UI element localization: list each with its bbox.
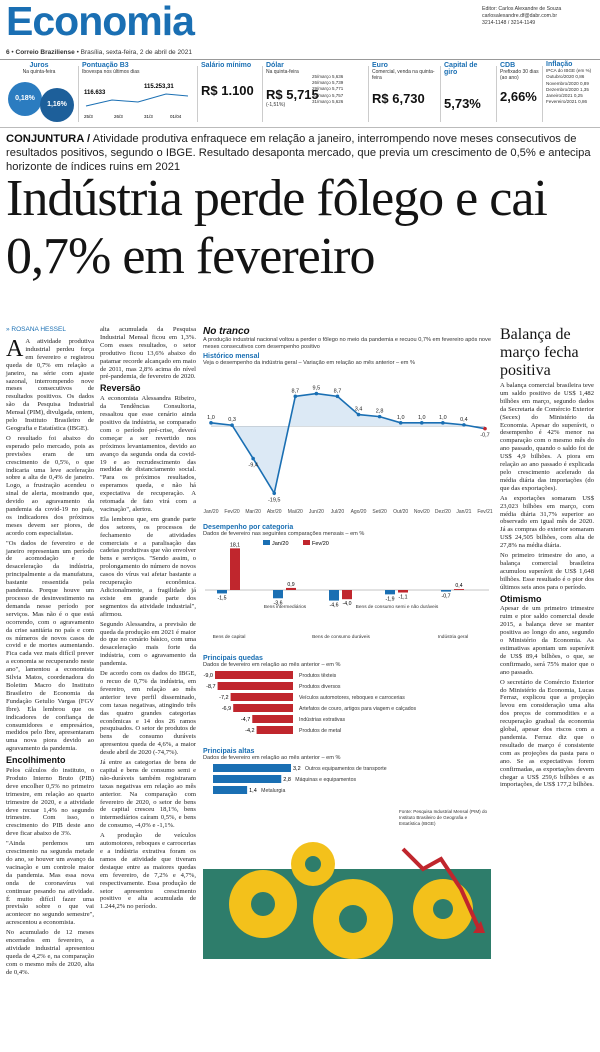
bar-value-label: -4,6 xyxy=(329,602,339,609)
line-chart-title: Histórico mensal xyxy=(203,353,260,360)
data-label: 9,5 xyxy=(312,385,321,392)
x-tick-label: Nov/20 xyxy=(413,509,430,515)
line-chart-desc: Veja o desempenho da indústria geral – Variação em relação ao mês anterior – em % xyxy=(203,360,415,366)
bar-chart-desc: Dados de fevereiro nas seguintes comparações mensais – em % xyxy=(203,531,365,537)
indicator-inflacao: Inflação IPCA do IBGE (em %) Outubro/2020 0,86 Novembro/2020 0,89 Dezembro/2020 1,35 Janeiro/2021 0,25 Fevereiro/2021 0,86 xyxy=(546,61,592,105)
juros-bubble-a: 0,18% xyxy=(8,82,42,116)
market-indicators xyxy=(0,62,600,128)
bar xyxy=(454,589,464,590)
page-header xyxy=(0,0,600,60)
quedas-desc: Dados de fevereiro em relação ao mês anterior – em % xyxy=(203,662,341,668)
indicator-salario: Salário mínimo R$ 1.100 xyxy=(201,62,254,98)
data-point xyxy=(357,413,361,417)
bar xyxy=(231,693,293,701)
x-tick-label: Jul/20 xyxy=(330,509,345,515)
bar-value-label: -1,1 xyxy=(398,594,408,601)
altas-chart xyxy=(203,762,491,804)
bar xyxy=(230,548,240,590)
bar xyxy=(257,726,293,734)
data-point xyxy=(336,395,340,399)
category-label: Máquinas e equipamentos xyxy=(295,777,357,783)
data-point xyxy=(315,392,319,396)
bar-value-label: -9,0 xyxy=(203,673,213,679)
data-label: 1,0 xyxy=(207,414,215,421)
data-point xyxy=(272,491,276,495)
quedas-chart xyxy=(203,669,491,741)
quedas-title: Principais quedas xyxy=(203,655,263,662)
x-tick-label: Fev/20 xyxy=(224,509,240,515)
sidebar-title: Balança de março fecha positiva xyxy=(500,326,579,379)
dropcap: A xyxy=(6,336,24,362)
kicker-tag: CONJUNTURA / xyxy=(6,133,91,145)
bar xyxy=(218,682,293,690)
data-point xyxy=(420,421,424,425)
data-point xyxy=(230,423,234,427)
line-chart xyxy=(203,367,491,517)
subhead-otimismo: Otimismo xyxy=(500,593,542,604)
article-column-1: A A atividade produtiva industrial perdeu força em fevereiro e registrou queda de 0,7% em relação a janeiro, na série com ajuste sazonal, interrompendo nove meses consecutivos de resultados positivos. Os dados são da Pesquisa Industrial Mensal (PIM), divulgada, ontem, pelo Instituto Brasileiro de Geografia e Estatística (IBGE). O resultado foi abaixo do esperado pelo mercado, pois as previsões eram de um crescimento de 0,5%, o que indicaria uma leve aceleração sobre a alta de 0,4% de janeiro. Logo, a frustração acendeu o sinal de alerta, mostrando que, devido ao agravamento da pandemia da covid-19 no país, os indicadores dos próximos meses devem ser piores, de acordo com especialistas. "Os dados de fevereiro e de janeiro representam um período de acomodação e de desaceleração da indústria, principalmente a da manufatura, bastante ressentida pela pandemia. Porque houve um processo de desinvestimento na demanda nesse período por serviços. Mas não é o que está ocorrendo, com o agravamento da crise sanitária no país e com os números de novos casos de covid e de mortes aumentando. Fica cada vez mais difícil prever a economia se recuperando neste ano", lamentou a economista Silvia Matos, coordenadora do Boletim Macro do Instituto Brasileiro de Economia da Fundação Getulio Vargas (FGV Ibre). Ela lembrou que os indicadores de confiança de consumidores e empresários, medidos pelo Ibre, apresentaram uma nova piora devido ao agravamento da pandemia. Encolhimento Pelos cálculos do instituto, o Produto Interno Bruto (PIB) deve encolher 0,5% no primeiro trimestre, em relação ao quarto trimestre de 2020, e a atividade deve recuar 1,4% no segundo trimestre. Com isso, o crescimento do PIB deste ano deve ficar abaixo de 3%. "Ainda perdemos um crescimento na segunda metade do ano, se houver um avanço da vacinação e um controle maior da pandemia. Mas essa nova onda de coronavírus vai continuar pesando na atividade. É muito difícil fazer uma previsão sobre o que vai acontecer no segundo semestre", acrescentou a economista. No acumulado de 12 meses encerrados em fevereiro, a atividade industrial apresentou queda de 4,2% e, na comparação com o mesmo mês de 2020, alta de 0,4%. xyxy=(6,336,94,976)
b3-v2: 115.253,31 xyxy=(144,84,174,90)
b3-sparkline xyxy=(82,76,192,122)
data-point xyxy=(251,457,255,461)
bar-value-label: 0,4 xyxy=(455,583,463,590)
bar-value-label: -4,0 xyxy=(342,601,352,608)
category-label: Bens de consumo semi e não duráveis xyxy=(355,605,439,610)
data-label: 1,0 xyxy=(396,414,405,421)
bar xyxy=(441,590,451,592)
category-label: Bens de capital xyxy=(212,635,246,640)
b3-v1: 116.633 xyxy=(84,90,106,96)
category-label: Produtos diversos xyxy=(299,684,341,690)
bar-value-label: 18,1 xyxy=(229,542,241,549)
legend-label: Jan/20 xyxy=(272,541,289,547)
svg-text:25/3: 25/3 xyxy=(84,114,93,119)
editor-line: Editor: Carlos Alexandre de Souza xyxy=(482,6,562,12)
category-label: Artefatos de couro, artigos para viagem e calçados xyxy=(299,706,417,712)
data-point xyxy=(441,421,445,425)
altas-desc: Dados de fevereiro em relação ao mês anterior – em % xyxy=(203,755,341,761)
data-label: 8,7 xyxy=(291,388,300,395)
infographic xyxy=(203,326,491,964)
bar xyxy=(273,590,283,598)
indicator-capital-giro: Capital de giro 5,73% xyxy=(444,62,481,111)
bar xyxy=(252,715,293,723)
editor-email: carlosalexandre.df@dabr.com.br xyxy=(482,13,558,19)
section-title: Economia xyxy=(6,0,194,44)
bar xyxy=(385,590,395,594)
gears-illustration xyxy=(203,809,491,959)
category-label: Produtos de metal xyxy=(299,728,342,734)
bar xyxy=(342,590,352,599)
article-kicker xyxy=(6,132,594,174)
legend-label: Fev/20 xyxy=(312,541,329,547)
data-label: 1,0 xyxy=(417,414,426,421)
x-tick-label: Mai/20 xyxy=(287,509,303,515)
bar-value-label: -1,5 xyxy=(217,595,227,602)
x-tick-label: Mar/20 xyxy=(245,509,261,515)
bar xyxy=(213,764,291,772)
category-label: Produtos têxteis xyxy=(299,673,337,679)
bar-value-label: -3,6 xyxy=(273,600,283,607)
bar-value-label: -6,9 xyxy=(221,706,232,712)
data-point xyxy=(209,421,213,425)
category-label: Outros equipamentos de transporte xyxy=(305,766,387,772)
indicator-euro: Euro Comercial, venda na quinta-feira R$ 6,730 xyxy=(372,62,435,106)
bar-value-label: 3,2 xyxy=(293,766,301,772)
indicator-dolar: Dólar Na quinta-feira R$ 5,715 (-1,51%) 25/março 5,636 26/março 5,739 29/março 5,771 30/março 5,757 31/março 5,626 xyxy=(266,62,344,108)
editor-box xyxy=(482,6,592,27)
category-label: Metalurgia xyxy=(261,788,286,794)
data-point xyxy=(462,423,466,427)
svg-text:31/3: 31/3 xyxy=(144,114,153,119)
kicker-text: Atividade produtiva enfraquece em relação a janeiro, interrompendo nove meses consecutivos de resultados positivos, segundo o IBGE. Resultado desaponta mercado, que previa um crescimento de 0,5% e antecipa horizonte de índices ruins em 2021 xyxy=(6,133,591,173)
data-point xyxy=(483,427,487,431)
x-tick-label: Jan/21 xyxy=(456,509,472,515)
category-chart xyxy=(203,538,491,648)
category-label: Bens de consumo duráveis xyxy=(312,635,370,640)
date-text: Brasília, sexta-feira, 2 de abril de 2021 xyxy=(80,49,192,56)
svg-text:26/3: 26/3 xyxy=(114,114,123,119)
bar-value-label: 2,8 xyxy=(283,777,291,783)
data-label: -19,5 xyxy=(267,497,281,504)
headline: Indústria perde fôlego e cai 0,7% em fevereiro xyxy=(6,170,547,285)
source-note: Fonte: Pesquisa Industrial Mensal (PIM) do Instituto Brasileiro de Geografia e Estatística (IBGE) xyxy=(399,809,488,826)
sidebar-column: A balança comercial brasileira teve um saldo positivo de US$ 1,482 bilhões em março, segundo dados da Secretaria de Comércio Exterior (Secex) do Ministério da Economia. Apesar do superávit, o desempenho é 42% menor na comparação com o mesmo mês do ano passado, quando o saldo foi de US$ 4,9 bilhões. A piora em relação ao ano passado é explicada pelo crescimento acelerado da média diária das importações (do que das exportações). As exportações somaram US$ 23,023 bilhões em março, com média diária 31,7% superior ao observado em igual mês de 2020. Já as compras do exterior somaram US$ 24,505 bilhões, com alta de 27,8% na média diária. No primeiro trimestre do ano, a balança comercial brasileira acumulou superávit de US$ 1,648 bilhões. Esse resultado é o pior dos últimos seis anos para o período. Otimismo Apesar de um primeiro trimestre ruim e pior saldo comercial desde 2015, a balança deve se manter positiva ao longo do ano, segundo o Ministério da Economia. As estimativas apontam um superávit de US$ 89,4 bilhões, o que, se confirmado, será 75% maior que o ano passado. O secretário de Comércio Exterior do Ministério da Economia, Lucas Ferraz, explicou que a projeção levou em consideração uma alta dos preços de commodities e a recuperação gradual da economia global, apesar dos riscos com a pandemia. Ferraz diz que o resultado de março é consistente com as projeções da pasta para o ano. Se as expectativas forem confirmadas, as exportações devem chegar a US$ 259,6 bilhões e as importações, de US$ 177,2 bilhões. xyxy=(500,382,594,789)
juros-bubble-b: 1,16% xyxy=(40,88,74,122)
altas-title: Principais altas xyxy=(203,748,255,755)
svg-text:01/04: 01/04 xyxy=(170,114,182,119)
x-tick-label: Dez/20 xyxy=(434,509,451,515)
category-label: Indústrias extrativas xyxy=(299,717,346,723)
bar-value-label: 0,9 xyxy=(287,581,295,588)
x-tick-label: Jan/20 xyxy=(203,509,219,515)
data-label: 8,7 xyxy=(333,388,342,395)
bar-value-label: -1,9 xyxy=(385,596,395,603)
data-point xyxy=(294,395,298,399)
indicator-juros: Juros Na quinta-feira 0,18% 1,16% xyxy=(4,62,74,124)
x-tick-label: Jun/20 xyxy=(308,509,324,515)
infographic-desc: A produção industrial nacional voltou a perder o fôlego no meio da pandemia e recuou 0,7% em fevereiro após nove meses consecutivos com desempenho positivo xyxy=(203,337,491,350)
page-number: 6 xyxy=(6,49,10,56)
editor-phone: 3214-1148 / 3214-1149 xyxy=(482,20,536,26)
bar-value-label: -4,7 xyxy=(240,717,251,723)
legend-swatch xyxy=(263,540,270,545)
data-point xyxy=(378,415,382,419)
data-label: 0,4 xyxy=(460,416,468,423)
legend-swatch xyxy=(303,540,310,545)
byline: » ROSANA HESSEL xyxy=(6,326,66,333)
paper-name: Correio Braziliense xyxy=(15,49,75,56)
bar xyxy=(217,590,227,593)
bar xyxy=(233,704,293,712)
data-label: 2,8 xyxy=(375,408,384,415)
indicator-cdb: CDB Prefixado 30 dias (ao ano) 2,66% xyxy=(500,62,539,104)
bar xyxy=(215,671,293,679)
x-tick-label: Out/20 xyxy=(393,509,409,515)
bar xyxy=(329,590,339,601)
bar xyxy=(213,786,247,794)
category-label: Bens intermediários xyxy=(263,605,307,610)
article-column-2: alta acumulada da Pesquisa Industrial Mensal ficou em 1,3%. Com esses resultados, o setor produtivo ficou 13,6% abaixo do patamar recorde alcançado em maio de 2011, mas 2,8% acima do nível pré-pandemia, de fevereiro de 2020. Reversão A economista Alessandra Ribeiro, da Tendências Consultoria, ressaltou que esse cenário ainda positivo da indústria, se comparado com o período pré-crise, deverá começar a ser revertido nos próximos levantamentos, devido ao avanço da segunda onda da covid-19 e ao recrudescimento das medidas de distanciamento social. "Para os próximos resultados, esperamos queda, e não há expectativa de recuperação. A retomada de fato virá com a vacinação", alertou. Ela lembrou que, em grande parte dos setores, os processos de fechamento de atividades comerciais e a paralisação das cadeias produtivas que vão envolver bens e serviços. "Sendo assim, o prolongamento do número de novos casos do vírus vai afetar bastante a recuperação econômica. Adicionalmente, a fragilidade já existe em grande parte dos segmentos da atividade industrial", afirmou. Segundo Alessandra, a previsão de queda da produção em 2021 é maior do que no cenário básico, com uma desaceleração mais forte da indústria, com o agravamento da pandemia. De acordo com os dados do IBGE, o recuo de 0,7% da indústria, em fevereiro, em relação ao mês anterior teve perfil disseminado, com taxas negativas, atingindo três das quatro grandes categorias econômicas e 14 dos 26 ramos pesquisados. O setor de produtos de bens de consumo duráveis apresentou queda de 4,6%, a maior desde abril de 2020 (-74,7%). Já entre as categorias de bens de capital e bens de consumo semi e não-duráveis também registraram taxas negativas em relação ao mês anterior. Na comparação com fevereiro de 2020, o setor de bens de capital cresceu 18,1%, bens intermediários caíram 0,5%, e bens de consumo, -4,0% e -1,1%. A produção de veículos automotores, reboques e carrocerias e a indústria extrativa foram os ramos de atividade que tiveram destaque entre as maiores quedas em fevereiro, de 7,2% e 4,7%, respectivamente. Essa produção de setor apresentou crescimento positivo e alta acumulada de 1.244,2% no período. xyxy=(100,326,196,911)
bar xyxy=(398,590,408,593)
bar xyxy=(286,588,296,590)
category-label: Veículos automotores, reboques e carrocerias xyxy=(299,695,405,701)
x-tick-label: Abr/20 xyxy=(266,509,282,515)
data-label: 3,4 xyxy=(354,406,363,413)
infographic-title: No tranco xyxy=(203,326,250,337)
bar xyxy=(213,775,281,783)
category-label: Indústria geral xyxy=(437,635,469,640)
line-area xyxy=(211,394,485,494)
bar-chart-title: Desempenho por categoria xyxy=(203,524,294,531)
x-tick-label: Ago/20 xyxy=(350,509,367,515)
data-point xyxy=(399,421,403,425)
data-label: -9,4 xyxy=(248,462,258,469)
subhead-reversao: Reversão xyxy=(100,383,141,394)
x-tick-label: Set/20 xyxy=(372,509,387,515)
bar-value-label: 1,4 xyxy=(249,788,257,794)
subhead-encolhimento: Encolhimento xyxy=(6,755,66,766)
bar-value-label: -8,7 xyxy=(206,684,216,690)
dateline: 6 • Correio Braziliense • Brasília, sexta-feira, 2 de abril de 2021 xyxy=(6,49,192,56)
data-label: 0,3 xyxy=(228,417,236,424)
bar-value-label: -7,2 xyxy=(219,695,229,701)
data-label: 1,0 xyxy=(439,414,447,421)
indicator-b3: Pontuação B3 Ibovespa nos últimos dias 116.633 115.253,31 25/3 26/3 31/3 01/04 xyxy=(82,62,192,124)
x-tick-label: Fev/21 xyxy=(477,509,493,515)
bar-value-label: -4,2 xyxy=(245,728,255,734)
data-label: -0,7 xyxy=(480,432,490,439)
bar-value-label: -0,7 xyxy=(441,593,451,600)
